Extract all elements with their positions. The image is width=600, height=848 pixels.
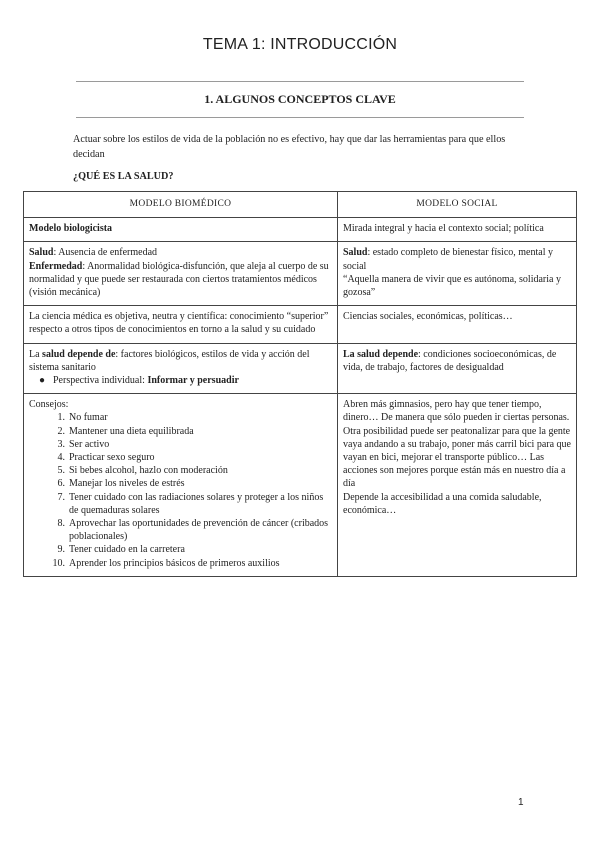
list-text: Si bebes alcohol, hazlo con moderación	[69, 465, 228, 477]
enfermedad-label: Enfermedad	[29, 260, 83, 272]
cell-advice-list	[24, 394, 338, 577]
health-question-heading: ¿QUÉ ES LA SALUD?	[73, 171, 174, 182]
cell-integral-view: Mirada integral y hacia el contexto social; política	[338, 218, 577, 242]
cell-medical-science: La ciencia médica es objetiva, neutra y científica: conocimiento “superior” respecto a otros tipos de conocimientos en torno a la salud y su cuidado	[24, 306, 338, 343]
list-item	[29, 477, 332, 490]
list-item	[29, 451, 332, 464]
salud-label: Salud	[29, 247, 54, 259]
text-body: : condiciones socioeconómicas, de vida, de trabajo, factores de desigualdad	[343, 348, 557, 373]
list-item	[29, 411, 332, 424]
page-number: 1	[518, 797, 524, 808]
list-number: 10.	[52, 557, 65, 569]
bold-phrase: salud depende de	[42, 348, 116, 360]
list-item	[29, 438, 332, 451]
salud-label: Salud	[343, 247, 368, 259]
table-row	[24, 306, 577, 343]
list-text: No fumar	[69, 412, 108, 424]
top-divider	[76, 81, 524, 82]
list-item	[29, 557, 332, 570]
bottom-divider	[76, 117, 524, 118]
list-number: 8.	[57, 518, 65, 530]
cell-social-actions	[338, 394, 577, 577]
list-item	[29, 517, 332, 543]
list-number: 3.	[57, 438, 65, 450]
list-text: Mantener una dieta equilibrada	[69, 425, 194, 437]
list-text: Practicar sexo seguro	[69, 452, 155, 464]
bullet-icon: ●	[39, 375, 46, 387]
social-actions-paragraph: Otra posibilidad puede ser peatonalizar para que la gente vaya andando a su trabajo, poner más carril bici para que vayan en bici, mejorar el transporte público… Las acciones son mejores porque están más en nuestro día a día	[343, 425, 571, 490]
text-prefix: La	[29, 348, 43, 360]
header-social: MODELO SOCIAL	[338, 192, 577, 218]
list-text: Aprovechar las oportunidades de prevención de cáncer (cribados poblacionales)	[69, 518, 329, 543]
intro-paragraph: Actuar sobre los estilos de vida de la población no es efectivo, hay que dar las herramientas para que ellos decidan	[73, 134, 506, 160]
cell-health-depends-social	[338, 343, 577, 394]
bullet-bold: Informar y persuadir	[147, 375, 239, 387]
bold-phrase: La salud depende	[343, 348, 419, 360]
advice-heading: Consejos:	[29, 399, 69, 411]
list-item	[29, 464, 332, 477]
cell-biologicist-model: Modelo biologicista	[24, 218, 338, 242]
enfermedad-text: : Anormalidad biológica-disfunción, que aleja al cuerpo de su normalidad y que puede ser restaurada con ciertos tratamientos médicos (visión mecánica)	[29, 260, 329, 299]
list-text: Tener cuidado en la carretera	[69, 544, 185, 556]
social-actions-paragraph: Depende la accesibilidad a una comida saludable, económica…	[343, 491, 542, 516]
list-text: Ser activo	[69, 438, 110, 450]
bullet-item	[29, 374, 332, 387]
salud-text: : estado completo de bienestar físico, mental y social	[343, 247, 553, 272]
bullet-text: Perspectiva individual:	[53, 375, 148, 387]
header-biomedical: MODELO BIOMÉDICO	[24, 192, 338, 218]
table-row	[24, 218, 577, 242]
advice-list	[29, 411, 332, 569]
list-number: 7.	[57, 491, 65, 503]
list-text: Manejar los niveles de estrés	[69, 478, 185, 490]
cell-social-sciences: Ciencias sociales, económicas, políticas…	[338, 306, 577, 343]
health-quote: “Aquella manera de vivir que es autónoma, solidaria y gozosa”	[343, 273, 561, 299]
list-item	[29, 543, 332, 556]
cell-health-disease-definition	[24, 242, 338, 306]
list-number: 4.	[57, 452, 65, 464]
salud-text: : Ausencia de enfermedad	[53, 247, 158, 259]
list-item	[29, 491, 332, 517]
cell-health-depends-biomedical	[24, 343, 338, 394]
list-item	[29, 425, 332, 438]
list-number: 9.	[57, 544, 65, 556]
text-body: : factores biológicos, estilos de vida y acción del sistema sanitario	[29, 348, 310, 373]
list-text: Aprender los principios básicos de primeros auxilios	[69, 557, 280, 569]
table-row	[24, 242, 577, 306]
section-title: 1. ALGUNOS CONCEPTOS CLAVE	[204, 92, 396, 106]
social-actions-paragraph: Abren más gimnasios, pero hay que tener tiempo, dinero… De manera que sólo pueden ir ciertas personas.	[343, 399, 570, 424]
table-row	[24, 343, 577, 394]
cell-social-health-definition	[338, 242, 577, 306]
list-number: 2.	[57, 425, 65, 437]
list-text: Tener cuidado con las radiaciones solares y proteger a los niños de quemaduras solares	[69, 491, 324, 516]
list-number: 6.	[57, 478, 65, 490]
list-number: 1.	[57, 412, 65, 424]
list-number: 5.	[57, 465, 65, 477]
table-row	[24, 394, 577, 577]
health-models-table	[23, 191, 577, 577]
table-header-row	[24, 192, 577, 218]
page-title: TEMA 1: INTRODUCCIÓN	[202, 36, 398, 53]
